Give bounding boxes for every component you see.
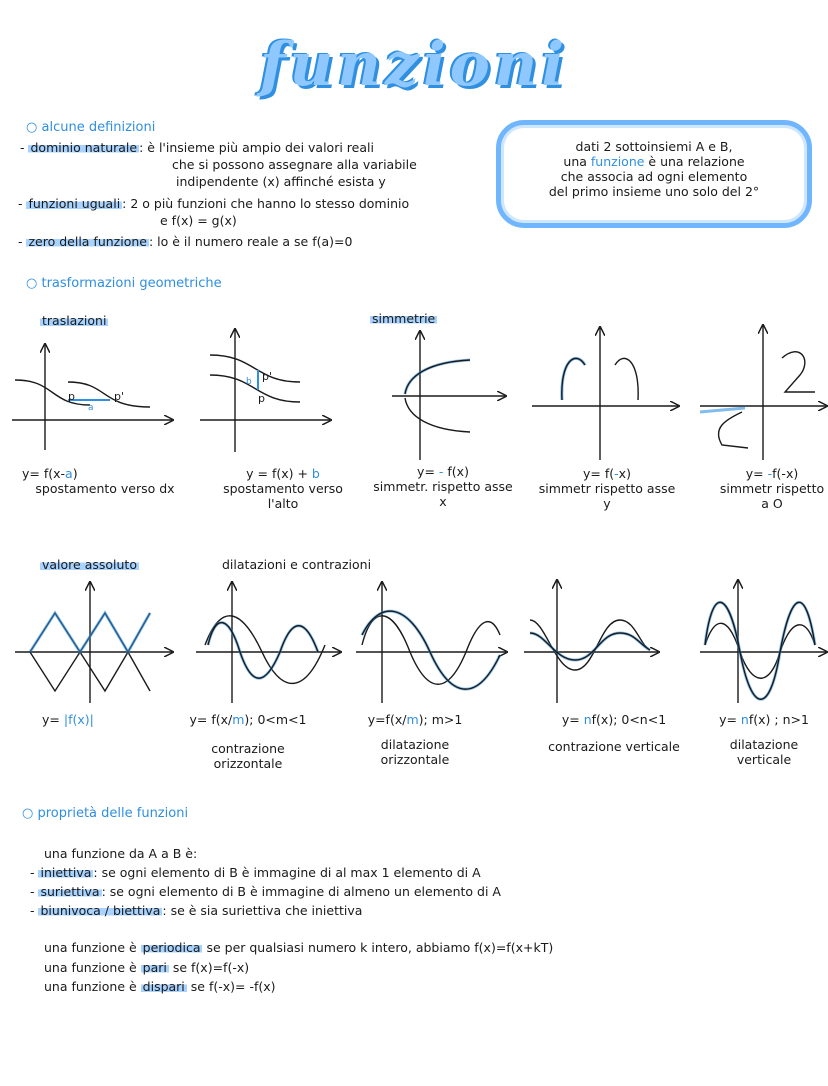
definition-dominio-line3: indipendente (x) affinché esista y <box>176 174 386 189</box>
box-line-3: che associa ad ogni elemento <box>560 169 748 184</box>
property-odd: una funzione è dispari se f(-x)= -f(x) <box>44 979 276 994</box>
property-surjective: - suriettiva : se ogni elemento di B è immagine di almeno un elemento di A <box>30 884 501 899</box>
definition-funzioni-uguali-line2: e f(x) = g(x) <box>160 213 237 228</box>
graph-absolute-value <box>15 583 172 703</box>
label-p-prime: p' <box>114 390 125 403</box>
caption-vertical-contraction: contrazione verticale <box>548 739 680 754</box>
term-zero: zero della funzione <box>28 234 147 249</box>
page-title: funzioni <box>259 30 569 100</box>
definition-zero: - zero della funzione : lo è il numero reale a se f(a)=0 <box>18 234 353 249</box>
graph-horizontal-dilation <box>356 583 506 703</box>
caption-symmetry-y: simmetr rispetto asse y <box>538 481 676 511</box>
box-line-1: dati 2 sottoinsiemi A e B, <box>575 139 733 154</box>
symmetries-label: simmetrie <box>372 311 436 326</box>
label-a: a <box>88 403 94 413</box>
row1-graphs <box>0 320 828 470</box>
property-even: una funzione è pari se f(x)=f(-x) <box>44 960 250 975</box>
properties-heading: ○ proprietà delle funzioni <box>22 806 189 821</box>
caption-translation-x: spostamento verso dx <box>35 481 175 496</box>
graph-translation-y <box>200 330 330 452</box>
translations-label: traslazioni <box>42 313 107 328</box>
caption-translation-y: spostamento verso l'alto <box>223 481 343 511</box>
row1-item-1: y= f(x-a) spostamento verso dx <box>10 466 200 496</box>
graph-horizontal-contraction <box>196 583 340 703</box>
label-p-2: p <box>258 392 265 405</box>
term-dominio: dominio naturale <box>30 140 138 155</box>
function-definition-box <box>496 120 812 228</box>
row1-item-4: y= f(-x) simmetr rispetto asse y <box>536 466 678 511</box>
caption-horizontal-contraction: contrazione orizzontale <box>211 741 285 771</box>
definition-dominio-line2: che si possono assegnare alla variabile <box>172 157 417 172</box>
row2-graphs <box>0 575 828 705</box>
absolute-value-label: valore assoluto <box>42 557 137 572</box>
caption-symmetry-x: simmetr. rispetto asse x <box>373 479 513 509</box>
label-p-prime-2: p' <box>262 370 273 383</box>
definitions-heading: ○ alcune definizioni <box>26 120 156 135</box>
property-injective: - iniettiva : se ogni elemento di B è immagine di al max 1 elemento di A <box>30 865 481 880</box>
row2-item-3: y=f(x/m); m>1 dilatazione orizzontale <box>350 712 480 767</box>
properties-intro: una funzione da A a B è: <box>44 846 198 861</box>
dilation-label: dilatazioni e contrazioni <box>222 557 372 572</box>
property-bijective: - biunivoca / biettiva : se è sia suriettiva che iniettiva <box>30 903 363 918</box>
caption-horizontal-dilation: dilatazione orizzontale <box>380 737 450 767</box>
graph-translation-x <box>12 345 172 450</box>
row1-item-3: y= - f(x) simmetr. rispetto asse x <box>368 464 518 509</box>
row2-item-1: y= |f(x)| <box>42 712 94 727</box>
definition-funzioni-uguali: - funzioni uguali : 2 o più funzioni che hanno lo stesso dominio <box>18 196 410 211</box>
box-line-2: una funzione è una relazione <box>563 154 745 169</box>
graph-symmetry-origin <box>700 326 826 460</box>
transformations-heading: ○ trasformazioni geometriche <box>26 276 222 291</box>
definition-dominio: - dominio naturale : è l'insieme più ampio dei valori reali <box>20 140 374 155</box>
row1-item-5: y= -f(-x) simmetr rispetto a O <box>719 466 825 511</box>
graph-vertical-contraction <box>524 581 658 703</box>
graph-symmetry-x <box>392 332 505 460</box>
label-p: p <box>68 390 75 403</box>
property-periodic: una funzione è periodica se per qualsiasi numero k intero, abbiamo f(x)=f(x+kT) <box>44 940 554 955</box>
caption-symmetry-origin: simmetr rispetto a O <box>719 481 825 511</box>
graph-vertical-dilation <box>700 581 826 703</box>
row2-item-2: y= f(x/m); 0<m<1 contrazione orizzontale <box>180 712 316 771</box>
caption-vertical-dilation: dilatazione verticale <box>729 737 799 767</box>
graph-symmetry-y <box>532 328 678 460</box>
row2-item-5: y= nf(x) ; n>1 dilatazione verticale <box>702 712 826 767</box>
box-line-4: del primo insieme uno solo del 2° <box>548 184 760 199</box>
box-funzione-word: funzione <box>590 154 645 169</box>
row2-item-4: y= nf(x); 0<n<1 contrazione verticale <box>540 712 688 754</box>
row1-item-2: y = f(x) + b spostamento verso l'alto <box>212 466 354 511</box>
label-b: b <box>246 377 252 387</box>
term-funzioni-uguali: funzioni uguali <box>28 196 121 211</box>
